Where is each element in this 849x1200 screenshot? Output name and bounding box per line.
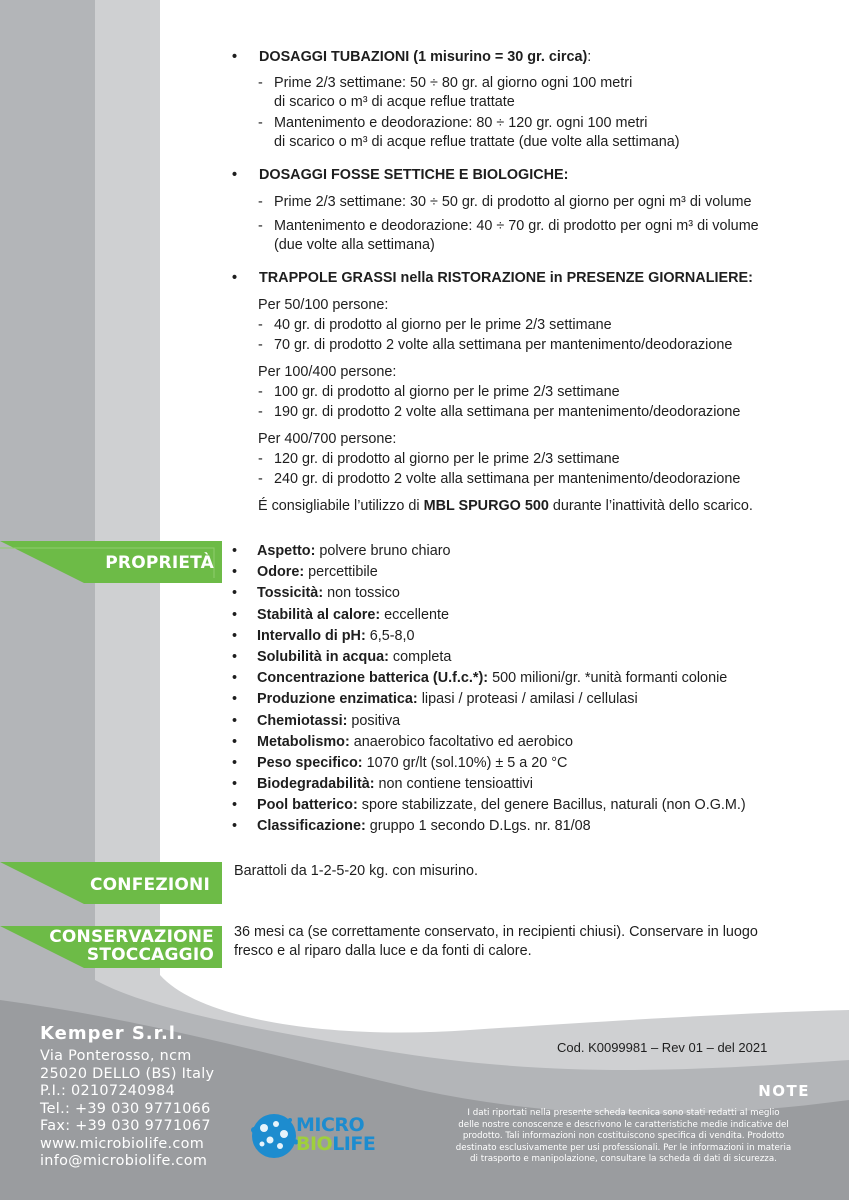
property-label: Biodegradabilità: bbox=[257, 776, 375, 793]
company-website[interactable]: www.microbiolife.com bbox=[40, 1135, 205, 1152]
group-title: Per 400/700 persone: bbox=[258, 431, 397, 447]
conservazione-text-1: 36 mesi ca (se correttamente conservato, in recipienti chiusi). Conservare in luogo bbox=[234, 924, 758, 940]
property-label: Odore: bbox=[257, 564, 305, 581]
bullet: • bbox=[232, 606, 238, 623]
property-value: 1070 gr/lt (sol.10%) ± 5 a 20 °C bbox=[362, 754, 568, 771]
property-value: spore stabilizzate, del genere Bacillus, naturali (non O.G.M.) bbox=[357, 797, 746, 814]
company-info bbox=[40, 1022, 214, 1171]
company-name: Kemper S.r.l. bbox=[40, 1023, 184, 1044]
section-conservazione: CONSERVAZIONE STOCCAGGIO bbox=[49, 927, 214, 965]
bullet: • bbox=[232, 627, 238, 644]
property-label: Aspetto: bbox=[257, 543, 316, 559]
property-label: Classificazione: bbox=[257, 818, 366, 835]
bullet: • bbox=[232, 564, 238, 581]
bullet: • bbox=[232, 691, 238, 708]
conservazione-text-2: fresco e al riparo dalla luce e da fonti di calore. bbox=[234, 943, 532, 959]
bullet: • bbox=[232, 670, 238, 687]
property-label: Pool batterico: bbox=[257, 797, 358, 814]
property-label: Solubilità in acqua: bbox=[257, 648, 389, 665]
company-vat: P.I.: 02107240984 bbox=[40, 1083, 176, 1099]
company-fax: Fax: +39 030 9771067 bbox=[40, 1118, 211, 1134]
company-email[interactable]: info@microbiolife.com bbox=[40, 1153, 208, 1169]
bullet: • bbox=[232, 648, 238, 665]
property-value: eccellente bbox=[380, 606, 449, 623]
logo-line-1: MICRO bbox=[296, 1114, 365, 1136]
property-value: 6,5-8,0 bbox=[365, 627, 415, 644]
property-label: Concentrazione batterica (U.f.c.*): bbox=[257, 670, 489, 687]
property-label: Tossicità: bbox=[257, 585, 324, 602]
section-proprieta: PROPRIETÀ bbox=[105, 553, 214, 573]
group-title: Per 50/100 persone: bbox=[258, 297, 389, 313]
bullet: • bbox=[232, 797, 238, 814]
property-value: anaerobico facoltativo ed aerobico bbox=[349, 733, 573, 750]
property-value: lipasi / proteasi / amilasi / cellulasi bbox=[417, 691, 638, 708]
property-label: Intervallo di pH: bbox=[257, 627, 366, 644]
property-value: non tossico bbox=[323, 585, 400, 602]
section-confezioni: CONFEZIONI bbox=[89, 875, 210, 895]
property-value: non contiene tensioattivi bbox=[374, 776, 533, 793]
bullet: • bbox=[232, 754, 238, 771]
advice-text: É consigliabile l’utilizzo di MBL SPURGO 500 durante l’inattività dello scarico. bbox=[258, 498, 753, 514]
bullet: • bbox=[232, 543, 238, 559]
note-text: I dati riportati nella presente scheda tecnica sono stati redatti al meglio delle nostre conoscenze e descrivono le caratteristiche medie indicative del prodotto. Tali informazioni non costituiscono specifica di vendita. Prodotto destinato esclusivamente per usi professionali. Per le informazioni in materia di trasporto e manipolazione, consultare la scheda di dati di sicurezza. bbox=[455, 1108, 792, 1165]
property-value: positiva bbox=[347, 712, 401, 729]
note-title: NOTE bbox=[758, 1082, 810, 1100]
logo-line-2a: BIO bbox=[296, 1133, 333, 1155]
property-value: completa bbox=[388, 648, 452, 665]
property-label: Chemiotassi: bbox=[257, 712, 348, 729]
document-code: Cod. K0099981 – Rev 01 – del 2021 bbox=[557, 1040, 768, 1055]
company-address: Via Ponterosso, ncm bbox=[40, 1048, 192, 1064]
bullet: • bbox=[232, 733, 238, 750]
property-label: Metabolismo: bbox=[257, 733, 350, 750]
property-label: Peso specifico: bbox=[257, 754, 363, 771]
property-value: 500 milioni/gr. *unità formanti colonie bbox=[488, 670, 728, 687]
property-value: gruppo 1 secondo D.Lgs. nr. 81/08 bbox=[365, 818, 591, 835]
company-tel: Tel.: +39 030 9771066 bbox=[40, 1100, 211, 1117]
group-title: Per 100/400 persone: bbox=[258, 364, 397, 380]
property-value: percettibile bbox=[304, 564, 378, 581]
bacteria-icon bbox=[246, 1108, 302, 1164]
product-name: MBL SPURGO 500 bbox=[423, 498, 549, 514]
bullet: • bbox=[232, 776, 238, 793]
property-label: Produzione enzimatica: bbox=[257, 691, 418, 708]
microbiolife-logo bbox=[246, 1108, 376, 1164]
company-city: 25020 DELLO (BS) Italy bbox=[40, 1065, 215, 1082]
property-value: polvere bruno chiaro bbox=[315, 543, 451, 559]
confezioni-text: Barattoli da 1-2-5-20 kg. con misurino. bbox=[234, 863, 478, 879]
bullet: • bbox=[232, 818, 238, 835]
bullet: • bbox=[232, 585, 238, 602]
logo-line-2b: LIFE bbox=[332, 1133, 376, 1155]
property-label: Stabilità al calore: bbox=[257, 606, 381, 623]
bullet: • bbox=[232, 712, 238, 729]
